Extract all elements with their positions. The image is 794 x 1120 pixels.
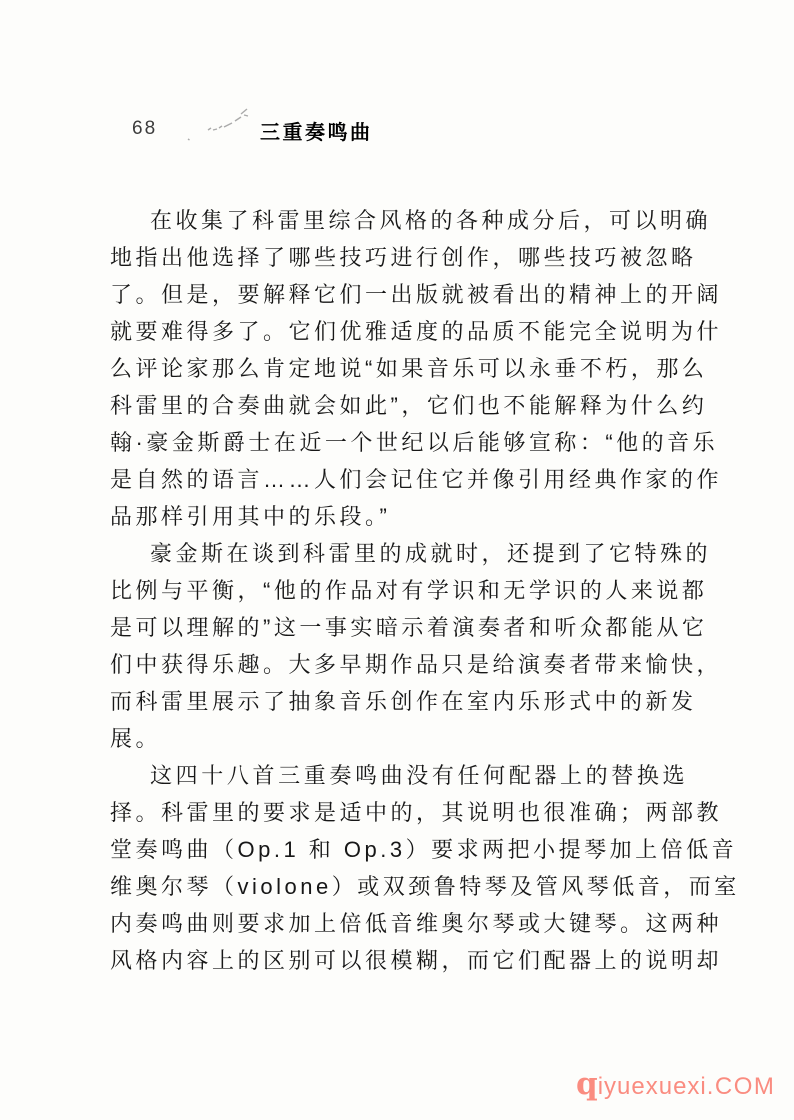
running-header-title: 三重奏鸣曲: [260, 122, 373, 144]
text-line: 这四十八首三重奏鸣曲没有任何配器上的替换选: [150, 763, 688, 788]
watermark: [576, 1066, 775, 1102]
text-line: 就要难得多了。它们优雅适度的品质不能完全说明为什: [110, 319, 723, 344]
text-line: 风格内容上的区别可以很模糊，而它们配器上的说明却: [110, 948, 723, 973]
text-line: 堂奏鸣曲（Op.1 和 Op.3）要求两把小提琴加上倍低音: [110, 837, 738, 862]
text-line: 品那样引用其中的乐段。”: [110, 504, 391, 529]
text-line: 在收集了科雷里综合风格的各种成分后，可以明确: [150, 208, 712, 233]
text-line: 地指出他选择了哪些技巧进行创作，哪些技巧被忽略: [110, 245, 697, 270]
text-line: 内奏鸣曲则要求加上倍低音维奥尔琴或大键琴。这两种: [110, 911, 723, 936]
text-line: 是自然的语言……人们会记住它并像引用经典作家的作: [110, 467, 723, 492]
text-line: 了。但是，要解释它们一出版就被看出的精神上的开阔: [110, 282, 723, 307]
text-line: 么评论家那么肯定地说“如果音乐可以永垂不朽，那么: [110, 356, 708, 381]
text-line: 是可以理解的”这一事实暗示着演奏者和听众都能从它: [110, 615, 708, 640]
text-line: 而科雷里展示了抽象音乐创作在室内乐形式中的新发: [110, 689, 697, 714]
text-line: 科雷里的合奏曲就会如此”，它们也不能解释为什么约: [110, 393, 708, 418]
text-line: 维奥尔琴（violone）或双颈鲁特琴及管风琴低音，而室: [110, 874, 740, 899]
text-line: 们中获得乐趣。大多早期作品只是给演奏者带来愉快，: [110, 652, 723, 677]
text-line: 豪金斯在谈到科雷里的成就时，还提到了它特殊的: [150, 541, 712, 566]
text-line: 展。: [110, 726, 162, 751]
text-line: 比例与平衡，“他的作品对有学识和无学识的人来说都: [110, 578, 708, 603]
pencil-scribble: [178, 100, 270, 146]
body-text: [110, 202, 740, 979]
watermark-suffix: .COM: [706, 1073, 776, 1100]
watermark-middle: iyuexuexi: [597, 1073, 707, 1100]
page-number: 68: [132, 118, 158, 139]
text-line: 择。科雷里的要求是适中的，其说明也很准确；两部教: [110, 800, 723, 825]
watermark-initial: q: [576, 1066, 598, 1102]
text-line: 翰·豪金斯爵士在近一个世纪以后能够宣称：“他的音乐: [110, 430, 719, 455]
